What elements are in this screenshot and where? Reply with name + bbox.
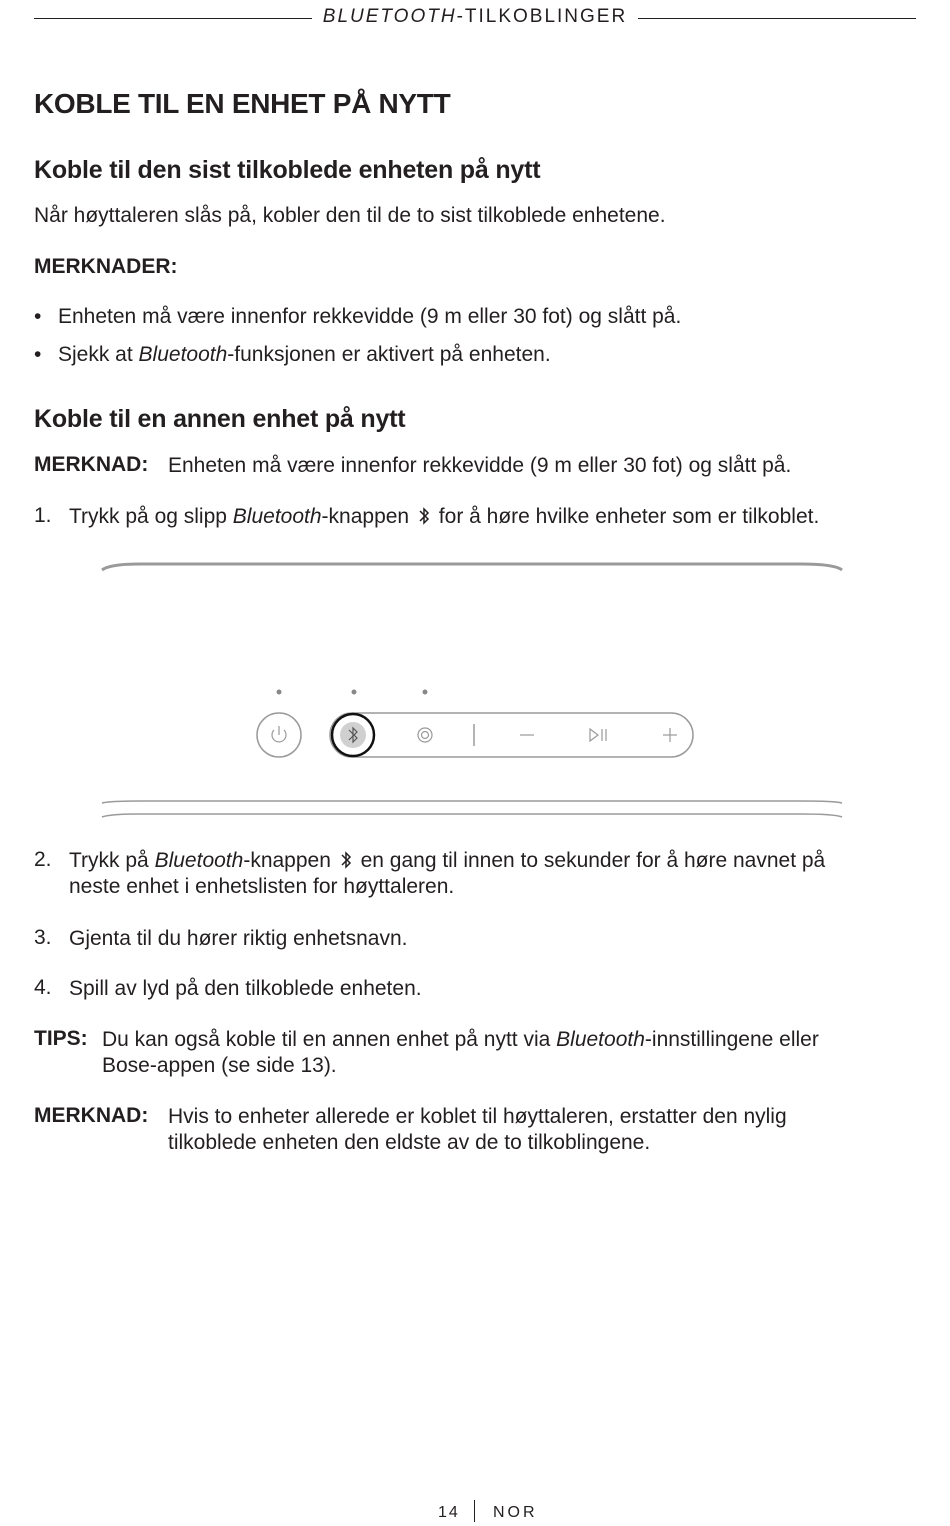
section2-title: Koble til en annen enhet på nytt <box>34 405 406 433</box>
step-number: 3. <box>34 926 52 949</box>
header-title <box>34 6 916 28</box>
note2-line2: tilkoblede enheten den eldste av de to tilkoblingene. <box>168 1131 651 1154</box>
bullet-item-2-pre: Sjekk at <box>58 343 139 366</box>
bullet-item-2-italic: Bluetooth <box>138 343 228 366</box>
step-1-italic: Bluetooth <box>232 505 322 528</box>
tips-text <box>102 1027 819 1053</box>
step-1-post: for å høre hvilke enheter som er tilkoblet. <box>432 505 820 528</box>
note-text: Enheten må være innenfor rekkevidde (9 m eller 30 fot) og slått på. <box>168 454 792 477</box>
bluetooth-icon <box>417 506 431 526</box>
bullet-item-2-post: -funksjonen er aktivert på enheten. <box>227 343 551 366</box>
indicator-light <box>352 690 357 695</box>
language-code: NOR <box>493 1504 538 1521</box>
step-number: 1. <box>34 504 52 527</box>
indicator-light <box>423 690 428 695</box>
step-2-mid: -knappen <box>243 849 331 872</box>
tips-line2: Bose-appen (se side 13). <box>102 1054 337 1077</box>
power-button <box>257 713 301 757</box>
page-header <box>34 6 916 30</box>
page-footer <box>0 1500 950 1526</box>
tips-post: -innstillingene eller <box>644 1028 819 1051</box>
note-label: MERKNAD: <box>34 453 149 476</box>
section1-title: Koble til den sist tilkoblede enheten på nytt <box>34 156 541 184</box>
step-2-line2: neste enhet i enhetslisten for høyttaleren. <box>69 875 455 898</box>
note2-label: MERKNAD: <box>34 1104 149 1127</box>
page-number: 14 <box>438 1504 460 1521</box>
bullet-item-2 <box>58 343 551 367</box>
step-1-mid: -knappen <box>321 505 410 528</box>
step-number: 4. <box>34 976 52 999</box>
tips-label: TIPS: <box>34 1027 88 1050</box>
step-2-text <box>69 848 825 874</box>
step-3-text: Gjenta til du hører riktig enhetsnavn. <box>69 927 408 950</box>
step-4-text: Spill av lyd på den tilkoblede enheten. <box>69 977 422 1000</box>
step-2-pre: Trykk på <box>69 849 155 872</box>
speaker-bottom-edge-2 <box>102 814 842 817</box>
header-title-italic: BLUETOOTH <box>322 6 457 27</box>
step-number: 2. <box>34 848 52 871</box>
step-2-post: en gang til innen to sekunder for å høre navnet på <box>354 849 826 872</box>
speaker-top-edge <box>102 564 842 570</box>
bluetooth-icon <box>339 850 353 870</box>
speaker-bottom-edge-1 <box>102 801 842 803</box>
tips-italic: Bluetooth <box>556 1028 645 1051</box>
tips-pre: Du kan også koble til en annen enhet på nytt via <box>102 1028 557 1051</box>
indicator-light <box>277 690 282 695</box>
header-title-rest: -TILKOBLINGER <box>456 6 628 27</box>
section1-body: Når høyttaleren slås på, kobler den til de to sist tilkoblede enhetene. <box>34 204 666 227</box>
step-2-italic: Bluetooth <box>154 849 244 872</box>
footer-separator <box>474 1500 475 1522</box>
page-title: KOBLE TIL EN ENHET PÅ NYTT <box>34 88 451 119</box>
speaker-illustration <box>100 560 846 822</box>
bullet-dot: • <box>34 305 42 328</box>
step-1-text <box>69 504 819 530</box>
bullet-dot: • <box>34 343 42 366</box>
bluetooth-button <box>332 714 374 756</box>
notes-label: MERKNADER: <box>34 255 178 278</box>
control-bar <box>330 713 693 757</box>
note2-line1: Hvis to enheter allerede er koblet til høyttaleren, erstatter den nylig <box>168 1105 787 1128</box>
step-1-pre: Trykk på og slipp <box>69 505 233 528</box>
bullet-item-1: Enheten må være innenfor rekkevidde (9 m eller 30 fot) og slått på. <box>58 305 682 328</box>
